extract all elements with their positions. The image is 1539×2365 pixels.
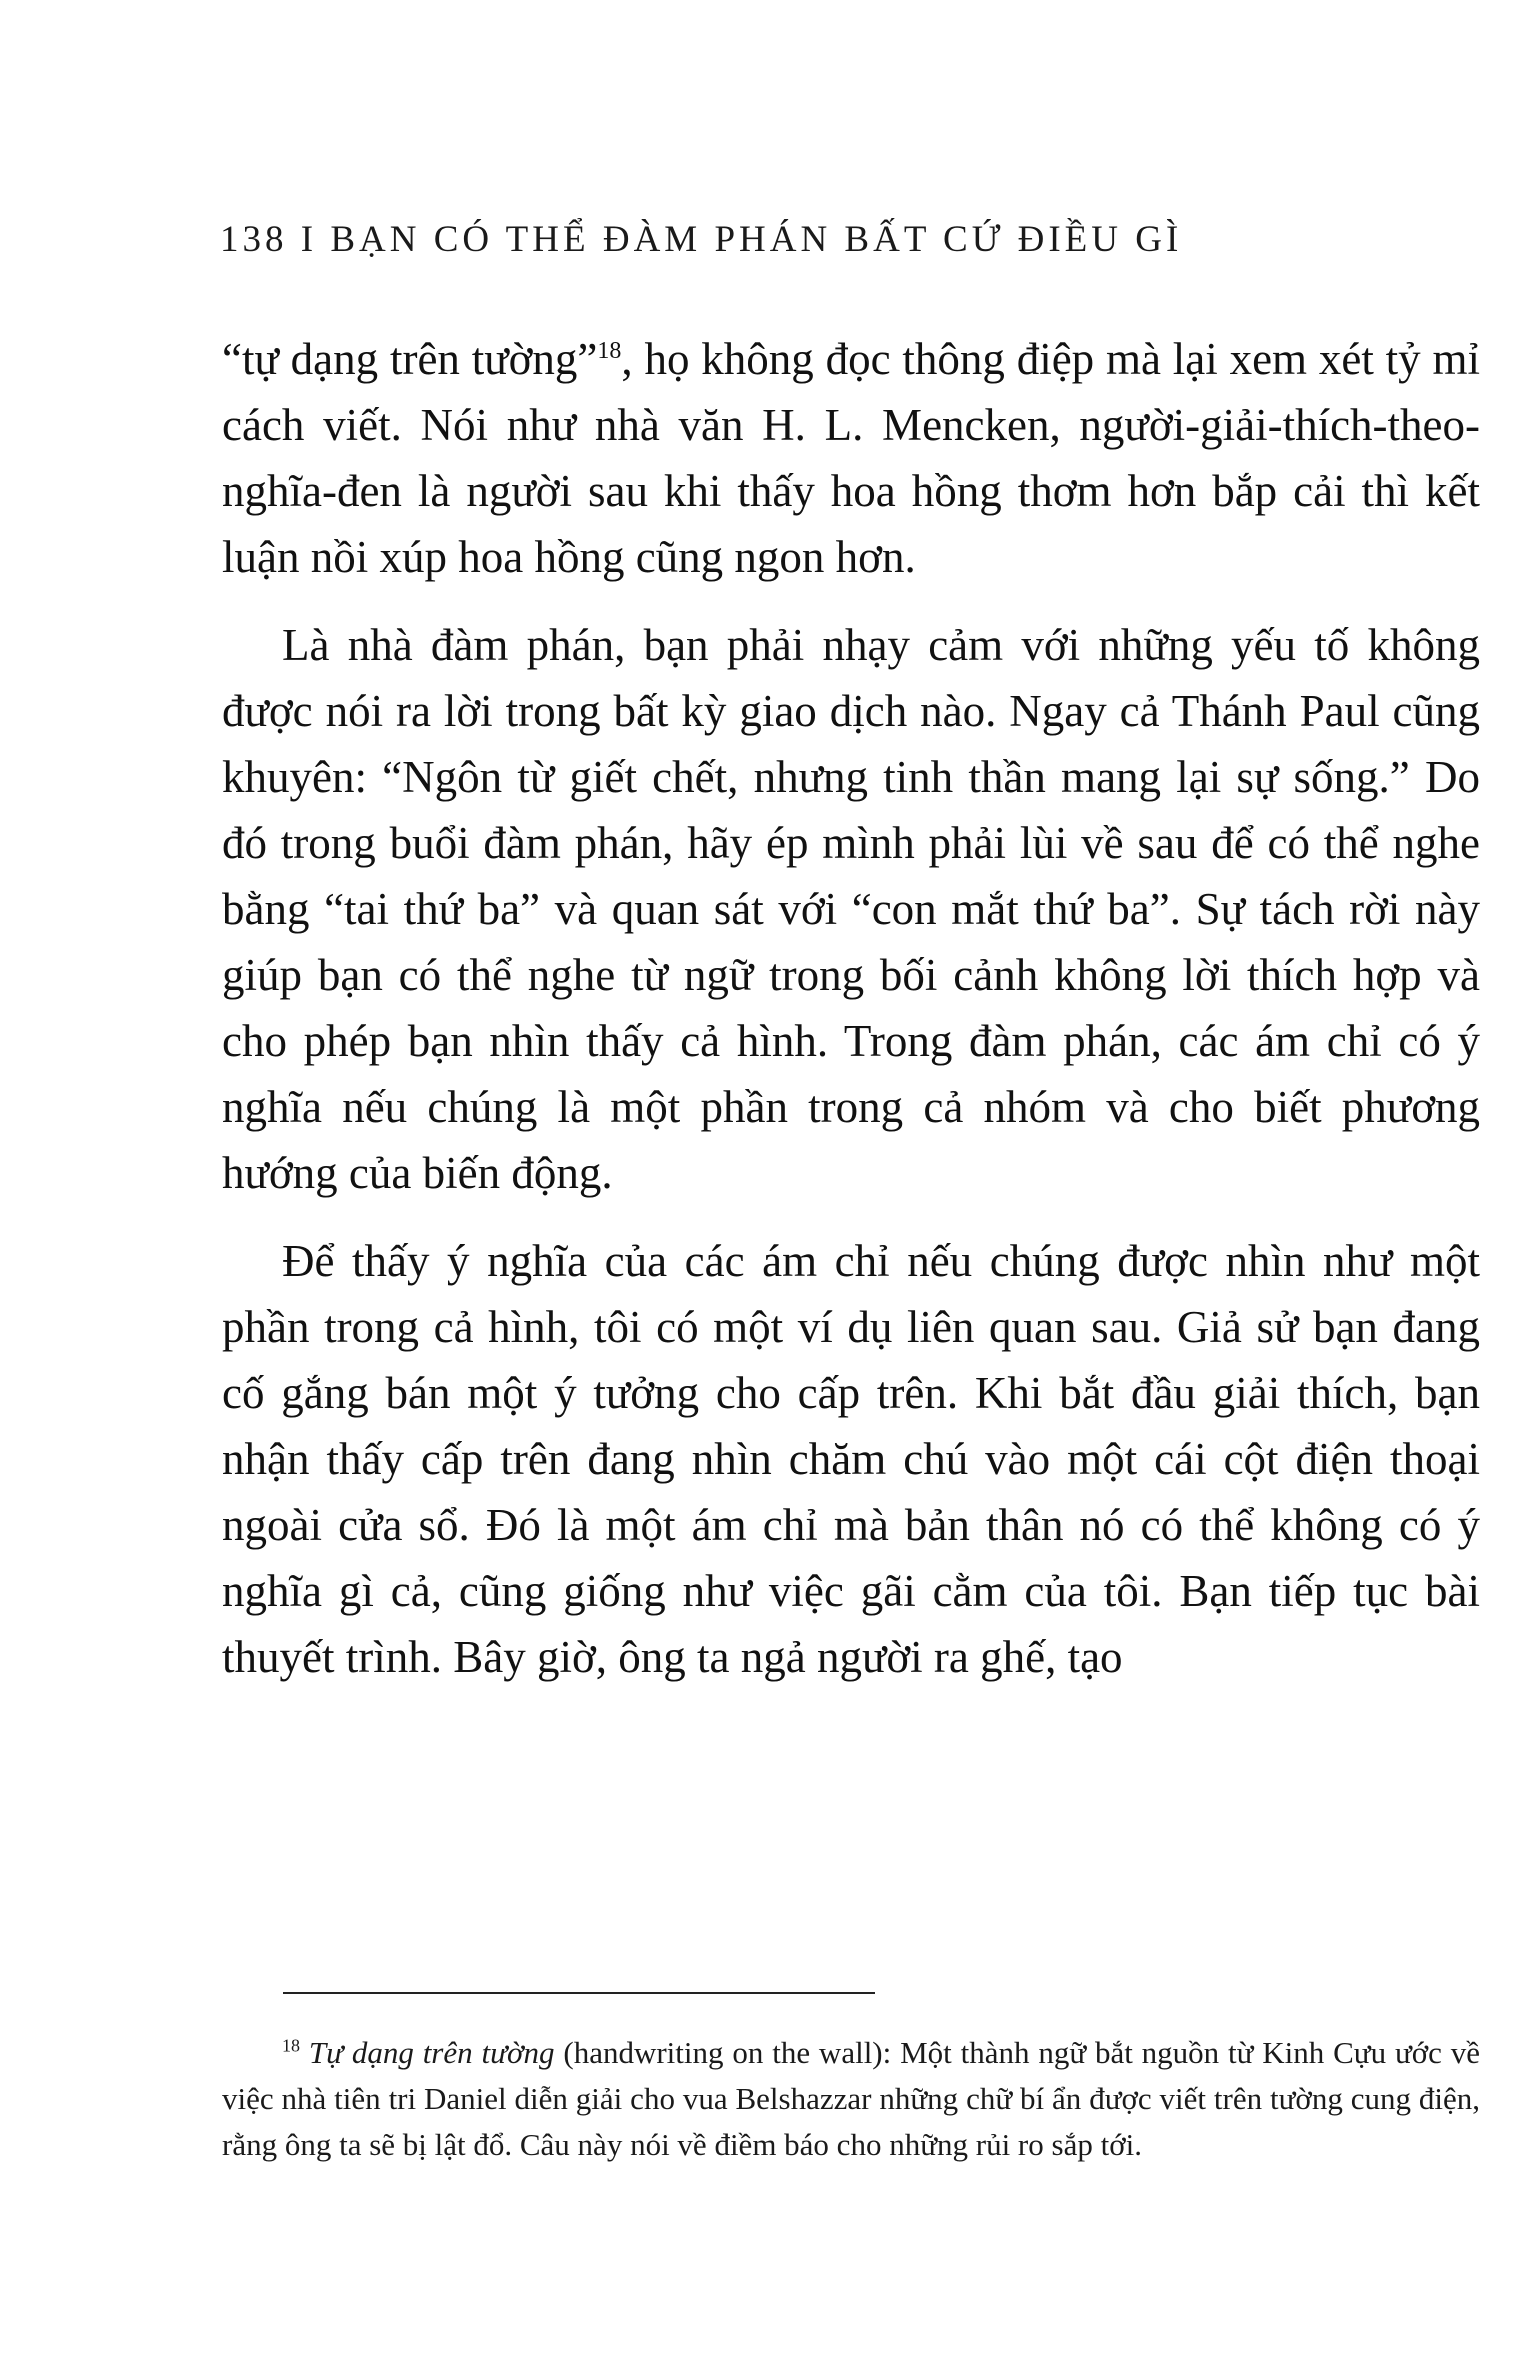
footnote-term: Tự dạng trên tường	[308, 2035, 555, 2070]
page-number: 138	[220, 219, 288, 260]
paragraph-1-quote: “tự dạng trên tường”	[222, 334, 598, 384]
paragraph-3: Để thấy ý nghĩa của các ám chỉ nếu chúng được nhìn như một phần trong cả hình, tôi có một ví dụ liên quan sau. Giả sử bạn đang cố gắng bán một ý tưởng cho cấp trên. Khi bắt đầu giải thích, bạn nhận thấy cấp trên đang nhìn chăm chú vào một cái cột điện thoại ngoài cửa sổ. Đó là một ám chỉ mà bản thân nó có thể không có ý nghĩa gì cả, cũng giống như việc gãi cằm của tôi. Bạn tiếp tục bài thuyết trình. Bây giờ, ông ta ngả người ra ghế, tạo	[222, 1236, 1480, 1682]
footnote	[222, 2030, 1480, 2168]
paragraph-2: Là nhà đàm phán, bạn phải nhạy cảm với những yếu tố không được nói ra lời trong bất kỳ giao dịch nào. Ngay cả Thánh Paul cũng khuyên: “Ngôn từ giết chết, nhưng tinh thần mang lại sự sống.” Do đó trong buổi đàm phán, hãy ép mình phải lùi về sau để có thể nghe bằng “tai thứ ba” và quan sát với “con mắt thứ ba”. Sự tách rời này giúp bạn có thể nghe từ ngữ trong bối cảnh không lời thích hợp và cho phép bạn nhìn thấy cả hình. Trong đàm phán, các ám chỉ có ý nghĩa nếu chúng là một phần trong cả nhóm và cho biết phương hướng của biến động.	[222, 620, 1480, 1198]
book-title: BẠN CÓ THỂ ĐÀM PHÁN BẤT CỨ ĐIỀU GÌ	[330, 219, 1183, 260]
header-separator: I	[300, 219, 318, 260]
footnote-text: (handwriting on the wall): Một thành ngữ bắt nguồn từ Kinh Cựu ước về việc nhà tiên tri Daniel diễn giải cho vua Belshazzar những chữ bí ẩn được viết trên tường cung điện, rằng ông ta sẽ bị lật đổ. Câu này nói về điềm báo cho những rủi ro sắp tới.	[222, 2035, 1481, 2162]
body-text	[222, 326, 1480, 1690]
paragraph-1-rest: , họ không đọc thông điệp mà lại xem xét tỷ mỉ cách viết. Nói như nhà văn H. L. Mencken, người-giải-thích-theo-nghĩa-đen là người sau khi thấy hoa hồng thơm hơn bắp cải thì kết luận nồi xúp hoa hồng cũng ngon hơn.	[222, 334, 1480, 582]
footnote-reference: 18	[597, 338, 622, 364]
running-header	[220, 218, 1480, 261]
footnote-number: 18	[282, 2035, 300, 2056]
paragraph-1	[222, 326, 1480, 590]
footnote-divider	[283, 1992, 875, 1994]
